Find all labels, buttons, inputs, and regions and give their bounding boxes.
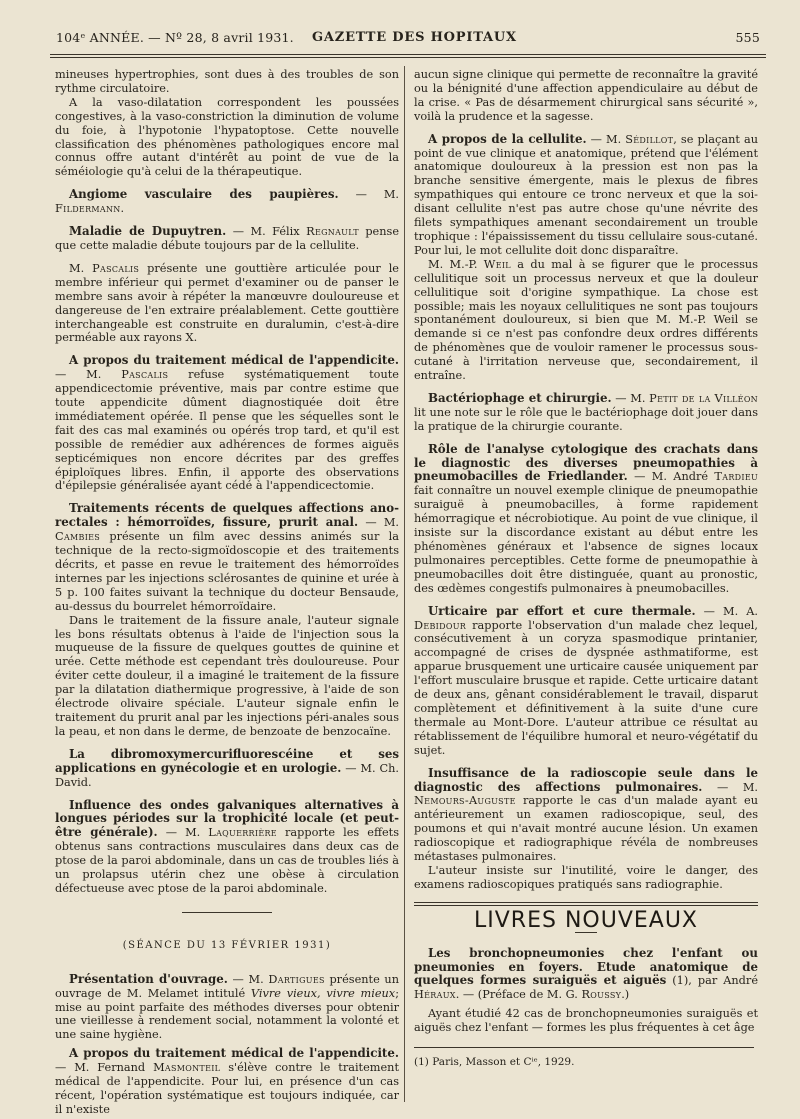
- section-radioscopie: Insuffisance de la radioscopie seule dans le diagnostic des affections pulmonaires. — M. Nemours-Auguste rapporte le cas d'un malade ayant eu antérieurement un examen radioscopique, seul, des poumons et qui n'avait montré aucune lésion. Un examen radioscopique et radiographique révéla de nombreuses métastases pulmonaires.: [414, 765, 758, 864]
- section-title: Bactériophage et chirurgie.: [428, 390, 612, 405]
- livres-nouveaux-heading: LIVRES NOUVEAUX: [474, 907, 698, 933]
- section-title: Traitements récents de quelques affections ano-rectales : hémorroïdes, fissure, prurit anal.: [55, 501, 399, 530]
- livres-rule: [414, 902, 758, 903]
- paragraph: aucun signe clinique qui permette de reconnaître la gravité ou la bénignité d'une affection appendiculaire au début de la crise. « Pas de désarmement chirurgical sans sécurité », voilà la prudence et la sagesse.: [414, 68, 758, 123]
- section-appendicite: A propos du traitement médical de l'appendicite. — M. Pascalis refuse systématiquement toute appendicectomie préventive, mais par contre estime que toute appendicite dûment diagnostiquée doit être immédiatement opérée. Il pense que les séquelles sont le fait des cas mal examinés ou opérés trop tard, et qu'il est possible de remédier aux adhérences de formes aiguës septicémiques non encore décrites par des greffes épiploïques libres. Enfin, il apporte des observations d'épilepsie généralisée ayant cédé à l'appendicectomie.: [55, 353, 399, 493]
- author-name: Tardieu: [714, 470, 758, 484]
- author-name: Sédillot: [625, 132, 674, 146]
- section-urticaire: Urticaire par effort et cure thermale. — M. A. Debidour rapporte l'observation d'un malade chez lequel, consécutivement à un coryza spasmodique printanier, accompagné de crises de dyspnée asthmatiforme, est apparue brusquement une urticaire causée uniquement par l'effort musculaire brusque et rapide. Cette urticaire datant de deux ans, gênant considérablement le travail, disparut complètement et définitivement à la suite d'une cure thermale au Mont-Dore. L'auteur attribue ce résultat au rétablissement de l'équilibre humoral et neuro-végétatif du sujet.: [414, 603, 758, 757]
- running-header: [56, 30, 760, 50]
- section-title: Maladie de Dupuytren.: [69, 224, 227, 239]
- book-title: Vivre vieux, vivre mieux: [250, 986, 396, 1000]
- author-name: Dartigues: [268, 972, 325, 986]
- section-title: Angiome vasculaire des paupières.: [69, 187, 339, 202]
- section-bacteriophage: Bactériophage et chirurgie. — M. Petit de la Villéon lit une note sur le rôle que le bactériophage doit jouer dans la pratique de la chirurgie courante.: [414, 390, 758, 433]
- column-divider: [404, 66, 405, 1102]
- paragraph: mineuses hypertrophies, sont dues à des troubles de son rythme circulatoire.: [55, 68, 399, 95]
- paragraph: Ayant étudié 42 cas de bronchopneumonies suraiguës et aiguës chez l'enfant — formes les plus fréquentes à cet âge: [414, 1007, 758, 1035]
- right-column: [414, 68, 758, 1098]
- section-title: Insuffisance de la radioscopie seule dans le diagnostic des affections pulmonaires.: [414, 765, 758, 794]
- section-title: A propos du traitement médical de l'appendicite.: [69, 353, 399, 368]
- paragraph: L'auteur insiste sur l'inutilité, voire le danger, des examens radioscopiques pratiqués sans radiographie.: [414, 863, 758, 891]
- book-title: Les bronchopneumonies chez l'enfant ou pneumonies en foyers. Etude anatomique de quelques formes suraiguës et aiguës: [414, 945, 758, 988]
- section-dupuytren: Maladie de Dupuytren. — M. Félix Regnault pense que cette maladie débute toujours par de la cellulite.: [55, 224, 400, 252]
- section-title: Rôle de l'analyse cytologique des crachats dans le diagnostic des diverses pneumopathies à pneumobacilles de Friedlander.: [414, 441, 758, 484]
- journal-title: GAZETTE DES HOPITAUX: [312, 30, 517, 45]
- page-number: 555: [735, 30, 760, 45]
- section-title: A propos du traitement médical de l'appendicite.: [69, 1046, 399, 1061]
- section-appendicite-2: A propos du traitement médical de l'appendicite. — M. Fernand Masmonteil s'élève contre le traitement médical de l'appendicite. Pour lui, en présence d'un cas récent, l'opération systématique est toujours indiquée, car il n'existe: [55, 1046, 399, 1116]
- section-ondes-galvaniques: Influence des ondes galvaniques alternatives à longues périodes sur la trophicité locale (et peut-être générale). — M. Laquerrière rapporte les effets obtenus sans contractions musculaires dans deux cas de ptose de la paroi abdominale, dans un cas de troubles liés à un prolapsus utérin chez une obèse à circulation défectueuse avec ptose de la paroi abdominale.: [55, 797, 399, 895]
- author-name: Roussy: [581, 988, 622, 1002]
- author-name: Fildermann.: [55, 202, 125, 216]
- author-name: Cambies: [55, 530, 101, 544]
- author-name: Héraux: [414, 988, 456, 1002]
- section-weil: M. M.-P. Weil a du mal à se figurer que le processus cellulitique soit un processus nerveux et que la douleur cellulitique soit d'origine sympathique. La chose est possible; mais les noyaux cellulitiques ne sont pas toujours spontanément douloureux, si bien que M. M.-P. Weil se demande si ce n'est pas confondre deux ordres différents de phénomènes que de vouloir ramener le processus sous-cutané à l'irritation nerveuse que, secondairement, il entraîne.: [414, 257, 758, 383]
- section-angiome: Angiome vasculaire des paupières. — M. Fildermann.: [55, 187, 399, 216]
- author-name: Weil: [483, 257, 511, 271]
- section-ano-rectales: Traitements récents de quelques affections ano-rectales : hémorroïdes, fissure, prurit anal. — M. Cambies présente un film avec dessins animés sur la technique de la recto-sigmoïdoscopie et des traitements décrits, et passe en revue le traitement des hémorroïdes internes par les injections sclérosantes de quinine et urée à 5 p. 100 faites suivant la technique du docteur Bensaude, au-dessus du bourrelet hémorroïdaire.: [55, 501, 399, 613]
- separator: [182, 912, 272, 913]
- author-name: Masmonteil: [153, 1061, 221, 1075]
- paragraph: A la vaso-dilatation correspondent les poussées congestives, à la vaso-constriction la diminution de volume du foie, à l'hypotonie l'hypatoptose. Cette nouvelle classification des phénomènes pathologiques encore mal connus offre autant d'intérêt au point de vue de la séméiologie qu'à celui de la thérapeutique.: [55, 95, 399, 179]
- section-title: Urticaire par effort et cure thermale.: [428, 603, 696, 618]
- author-name: Debidour: [414, 618, 467, 632]
- seance-heading: (SÉANCE DU 13 FÉVRIER 1931): [122, 939, 332, 951]
- livres-rule-thin: [414, 905, 758, 906]
- author-name: Nemours-Auguste: [414, 794, 516, 808]
- author-name: Regnault: [306, 225, 359, 239]
- author-name: — M. Ch. David.: [55, 761, 399, 789]
- left-column: [55, 68, 400, 1116]
- author-name: Pascalis: [121, 368, 169, 382]
- header-rule: [50, 54, 766, 55]
- author-name: Pascalis: [92, 261, 140, 275]
- issue-info: 104ᵉ ANNÉE. — Nº 28, 8 avril 1931.: [56, 30, 294, 45]
- paragraph: Dans le traitement de la fissure anale, l'auteur signale les bons résultats obtenus à l'aide de l'injection sous la muqueuse de la fissure de quelques gouttes de quinine et urée. Cette méthode est cependant très douloureuse. Pour éviter cette douleur, il a imaginé le traitement de la fissure par la dilatation diathermique progressive, à l'aide de son électrode olivaire spéciale. L'auteur signale enfin le traitement du prurit anal par les injections péri-anales sous la peau, et non dans le derme, de benzoate de benzocaïne.: [55, 613, 399, 738]
- footnote: (1) Paris, Masson et Cⁱᵉ, 1929.: [414, 1056, 575, 1069]
- section-title: A propos de la cellulite.: [428, 131, 587, 146]
- section-title: Présentation d'ouvrage.: [69, 971, 228, 986]
- section-gouttiere: M. Pascalis présente une gouttière articulée pour le membre inférieur qui permet d'examiner ou de panser le membre sans avoir à répéter la manœuvre douloureuse et dangereuse de l'en extraire préalablement. Cette gouttière interchangeable est construite en duralumin, c'est-à-dire perméable aux rayons X.: [55, 261, 399, 345]
- section-dibromoxy: [55, 748, 399, 790]
- footnote-rule: [414, 1047, 754, 1048]
- author-name: Petit de la Villéon: [649, 391, 758, 405]
- header-rule-thin: [50, 57, 766, 58]
- book-entry: Les bronchopneumonies chez l'enfant ou pneumonies en foyers. Etude anatomique de quelques formes suraiguës et aiguës (1), par André Héraux. — (Préface de M. G. Roussy.): [414, 945, 759, 1002]
- section-crachats: Rôle de l'analyse cytologique des crachats dans le diagnostic des diverses pneumopathies à pneumobacilles de Friedlander. — M. André Tardieu fait connaître un nouvel exemple clinique de pneumopathie suraiguë à pneumobacilles, à forme rapidement hémorragique et nécrobiotique. Au point de vue clinique, il insiste sur la discordance existant au début entre les phénomènes généraux et l'absence de signes locaux pulmonaires perceptibles. Cette forme de pneumopathie à pneumobacilles doit être distinguée, quant au pronostic, des œdèmes congestifs pulmonaires à pneumobacilles.: [414, 441, 758, 595]
- section-title: Influence des ondes galvaniques alternatives à longues périodes sur la trophicité locale (et peut-être générale).: [55, 797, 399, 840]
- section-title: La dibromoxymercurifluorescéine et ses applications en gynécologie et en urologie.: [55, 746, 399, 775]
- section-presentation: Présentation d'ouvrage. — M. Dartigues présente un ouvrage de M. Melamet intitulé Vivre vieux, vivre mieux; mise au point parfaite des méthodes diverses pour obtenir une vieillesse à rendement social, notamment la volonté et une saine hygiène.: [55, 971, 399, 1042]
- section-cellulite: A propos de la cellulite. — M. Sédillot, se plaçant au point de vue clinique et anatomique, prétend que l'élément anatomique douloureux à la pression est non pas la branche sensitive émergente, mais le plexus de fibres sympathiques qui entoure ce tronc nerveux et que la soi-disant cellulite n'est pas autre chose qu'une névrite des filets sympathiques amenant secondairement un trouble trophique : l'épaississement du tissu cellulaire sous-cutané. Pour lui, le mot cellulite doit donc disparaître.: [414, 131, 758, 257]
- author-name: Laquerrière: [208, 826, 277, 840]
